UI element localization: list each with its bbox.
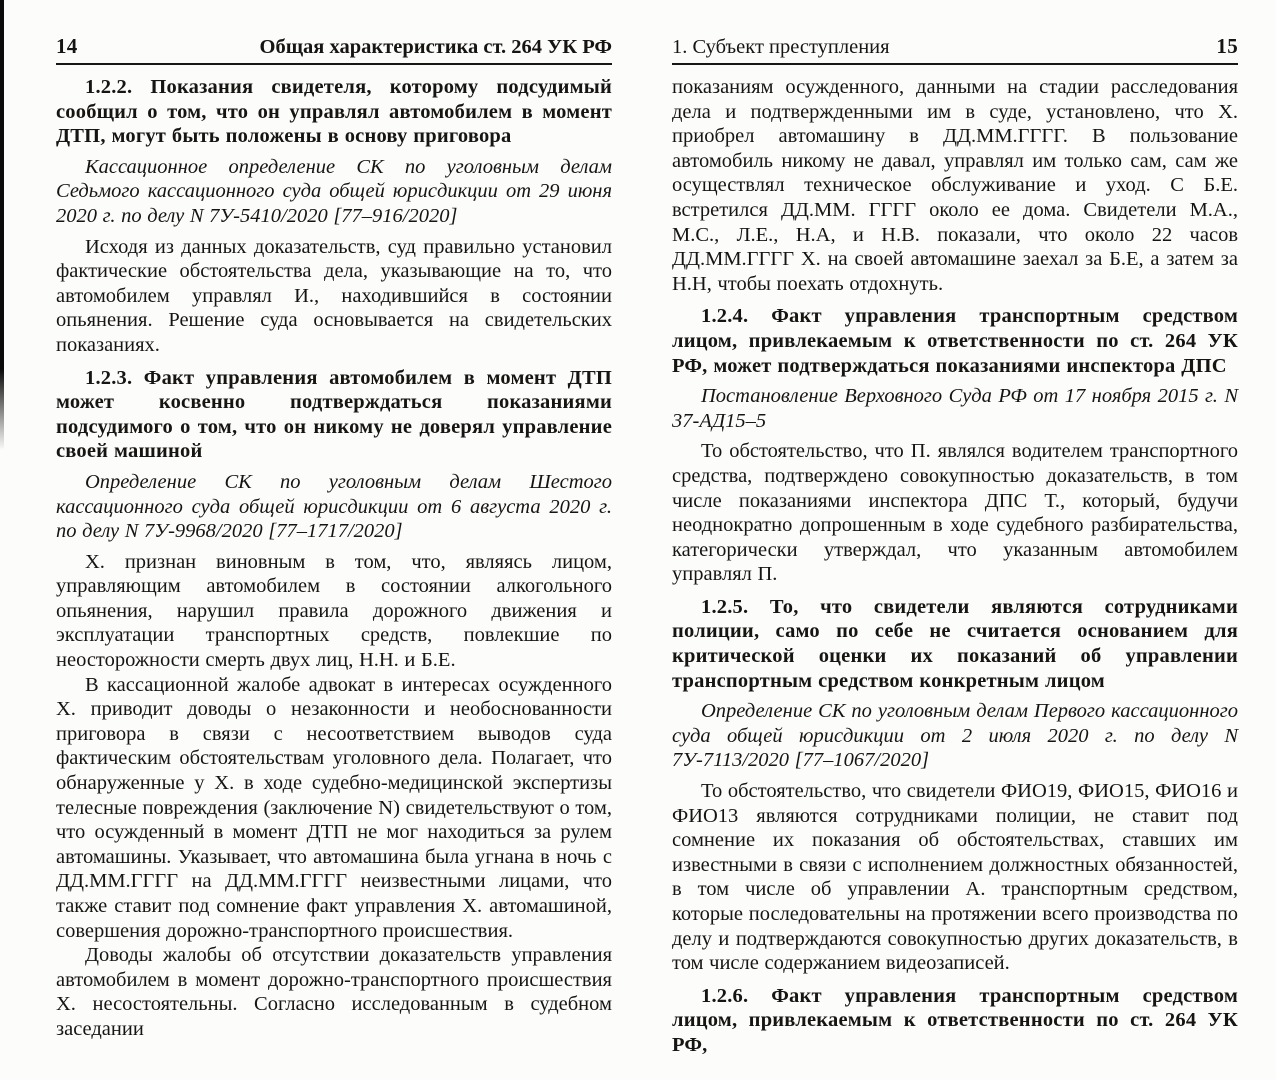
section-heading-1-2-5: 1.2.5. То, что свидетели являются сотрудниками полиции, само по себе не считается основанием для критической оценки их показаний об управлении транспортным средством конкретным лицом [672,595,1238,692]
paragraph: Исходя из данных доказательств, суд правильно установил фактические обстоятельства дела, указывающие на то, что автомобилем управлял И., находившийся в состоянии опьянения. Решение суда основывается на свидетельских показаниях. [56,235,612,356]
case-citation: Постановление Верховного Суда РФ от 17 ноября 2015 г. N 37-АД15–5 [672,385,1238,432]
section-heading-1-2-2: 1.2.2. Показания свидетеля, которому подсудимый сообщил о том, что он управлял автомобилем в момент ДТП, могут быть положены в основу приговора [56,76,612,148]
section-heading-1-2-3: 1.2.3. Факт управления автомобилем в момент ДТП может косвенно подтверждаться показаниями подсудимого о том, что он никому не доверял управление своей машиной [56,366,612,463]
left-page [56,34,612,1042]
paragraph: Доводы жалобы об отсутствии доказательств управления автомобилем в момент дорожно-транспортного происшествия Х. несостоятельны. Согласно исследованным в судебном заседании [56,944,612,1040]
section-heading-1-2-6: 1.2.6. Факт управления транспортным средством лицом, привлекаемым к ответственности по ст. 264 УК РФ, [672,984,1238,1056]
case-citation: Определение СК по уголовным делам Шестого кассационного суда общей юрисдикции от 6 августа 2020 г. по делу N 7У-9968/2020 [77–1717/2020] [56,470,612,543]
section-heading-1-2-4: 1.2.4. Факт управления транспортным средством лицом, привлекаемым к ответственности по ст. 264 УК РФ, может подтверждаться показаниями инспектора ДПС [672,305,1238,377]
case-citation: Кассационное определение СК по уголовным делам Седьмого кассационного суда общей юрисдикции от 29 июня 2020 г. по делу N 7У-5410/2020 [77–916/2020] [56,155,612,227]
right-page-number: 15 [1216,34,1238,58]
paragraph: То обстоятельство, что свидетели ФИО19, ФИО15, ФИО16 и ФИО13 являются сотрудниками полиции, не ставит под сомнение их показания об обстоятельствах, ставших им известными в связи с исполнением должностных обязанностей, в том числе об управлении А. транспортным средством, которые последовательны на протяжении всего производства по делу и подтверждаются совокупностью других доказательств, в том числе содержанием видеозаписей. [672,780,1238,975]
left-running-head [56,34,612,65]
right-running-title: 1. Субъект преступления [672,36,890,58]
paragraph: Х. признан виновным в том, что, являясь лицом, управляющим автомобилем в состоянии алкогольного опьянения, нарушил правила дорожного движения и эксплуатации транспортных средств, повлекшие по неосторожности смерть двух лиц, Н.Н. и Б.Е. [56,550,612,672]
paragraph: В кассационной жалобе адвокат в интересах осужденного Х. приводит доводы о незаконности и необоснованности приговора в связи с несоответствием выводов суда фактическим обстоятельствам уголовного дела. Полагает, что обнаруженные у Х. в ходе судебно-медицинской экспертизы телесные повреждения (заключение N) свидетельствуют о том, что осужденный в момент ДТП не мог находиться за рулем автомашины. Указывает, что автомашина была угнана в ночь с ДД.ММ.ГГГГ на ДД.ММ.ГГГГ неизвестными лицами, что также ставит под сомнение факт управления Х. автомашиной, совершения дорожно-транспортного происшествия. [56,673,612,942]
case-citation: Определение СК по уголовным делам Первого кассационного суда общей юрисдикции от 2 июля 2020 г. по делу N 7У-7113/2020 [77–1067/2020] [672,700,1238,772]
scan-edge-artifact [0,0,4,450]
right-running-head [672,34,1238,65]
right-page-body [672,75,1238,1058]
left-running-title: Общая характеристика ст. 264 УК РФ [259,36,612,58]
right-page [672,34,1238,1058]
paragraph: То обстоятельство, что П. являлся водителем транспортного средства, подтверждено совокупностью доказательств, в том числе показаниями инспектора ДПС Т., который, будучи неоднократно допрошенным в ходе судебного разбирательства, категорически утверждал, что указанным автомобилем управлял П. [672,440,1238,586]
paragraph-continuation: показаниям осужденного, данными на стадии расследования дела и подтвержденными им в суде, установлено, что Х. приобрел автомашину в ДД.ММ.ГГГГ. В пользование автомобиль никому не давал, управлял им только сам, сам же осуществлял техническое обслуживание и уход. С Б.Е. встретился ДД.ММ. ГГГГ около ее дома. Свидетели М.А., М.С., Л.Е., Н.А, и Н.В. показали, что около 22 часов ДД.ММ.ГГГГ Х. на своей автомашине заехал за Б.Е, а затем за Н.Н, чтобы поехать отдохнуть. [672,76,1238,295]
left-page-number: 14 [56,34,78,58]
left-page-body [56,75,612,1042]
